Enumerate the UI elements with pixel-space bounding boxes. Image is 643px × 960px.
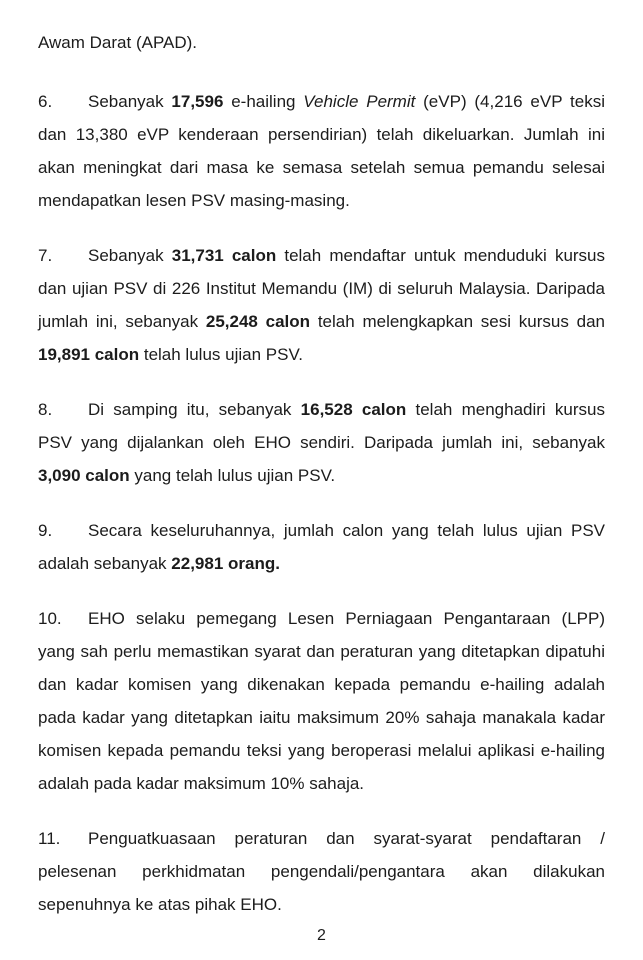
text-run: 17,596 [171,92,224,111]
text-run: Secara keseluruhannya, jumlah calon yang telah lulus ujian PSV adalah sebanyak [38,521,605,573]
text-run: Awam Darat (APAD). [38,33,198,52]
text-run: yang telah lulus ujian PSV. [129,466,336,485]
text-run: Di samping itu, sebanyak [88,400,301,419]
text-run: 31,731 calon [171,246,277,265]
paragraph [38,602,605,800]
text-run: (eVP) (4,216 eVP teksi dan 13,380 eVP kenderaan persendirian) telah dikeluarkan. Jumlah ini akan meningkat dari masa ke semasa setelah semua pemandu selesai mendapatkan lesen PSV masing-masing. [38,92,605,210]
numbered-paragraphs [38,85,605,921]
paragraph [38,85,605,217]
paragraph [38,393,605,492]
text-run: Sebanyak [88,246,172,265]
page-footer [0,926,643,946]
text-run: 3,090 calon [38,466,130,485]
text-run: Sebanyak [88,92,172,111]
page-number: 2 [317,927,326,944]
paragraph-number: 8. [38,400,53,419]
paragraph-number: 9. [38,521,53,540]
text-run: 22,981 orang. [171,554,280,573]
paragraph-number: 7. [38,246,53,265]
paragraph [38,822,605,921]
text-run: 16,528 calon [300,400,407,419]
paragraph [38,239,605,371]
intro-fragment [38,26,605,59]
text-run: 19,891 calon [38,345,140,364]
text-run: EHO selaku pemegang Lesen Perniagaan Pengantaraan (LPP) yang sah perlu memastikan syarat dan peraturan yang ditetapkan dipatuhi dan kadar komisen yang dikenakan kepada pemandu e-hailing adalah pada kadar yang ditetapkan iaitu maksimum 20% sahaja manakala kadar komisen kepada pemandu teksi yang beroperasi melalui aplikasi e-hailing adalah pada kadar maksimum 10% sahaja. [38,609,605,793]
document-body [38,26,605,921]
text-run: e-hailing [223,92,304,111]
text-run: telah lulus ujian PSV. [139,345,303,364]
text-run: Penguatkuasaan peraturan dan syarat-syarat pendaftaran / pelesenan perkhidmatan pengendali/pengantara akan dilakukan sepenuhnya ke atas pihak EHO. [38,829,605,914]
text-run: telah menghadiri kursus PSV yang dijalankan oleh EHO sendiri. Daripada jumlah ini, sebanyak [38,400,605,452]
paragraph-number: 6. [38,92,53,111]
paragraph-number: 10. [38,609,62,628]
paragraph-number: 11. [38,829,61,848]
text-run: 25,248 calon [205,312,311,331]
text-run: telah melengkapkan sesi kursus dan [310,312,605,331]
text-run: Vehicle Permit [303,92,416,111]
text-run: telah mendaftar untuk menduduki kursus dan ujian PSV di 226 Institut Memandu (IM) di seluruh Malaysia. Daripada jumlah ini, sebanyak [38,246,606,331]
paragraph [38,514,605,580]
